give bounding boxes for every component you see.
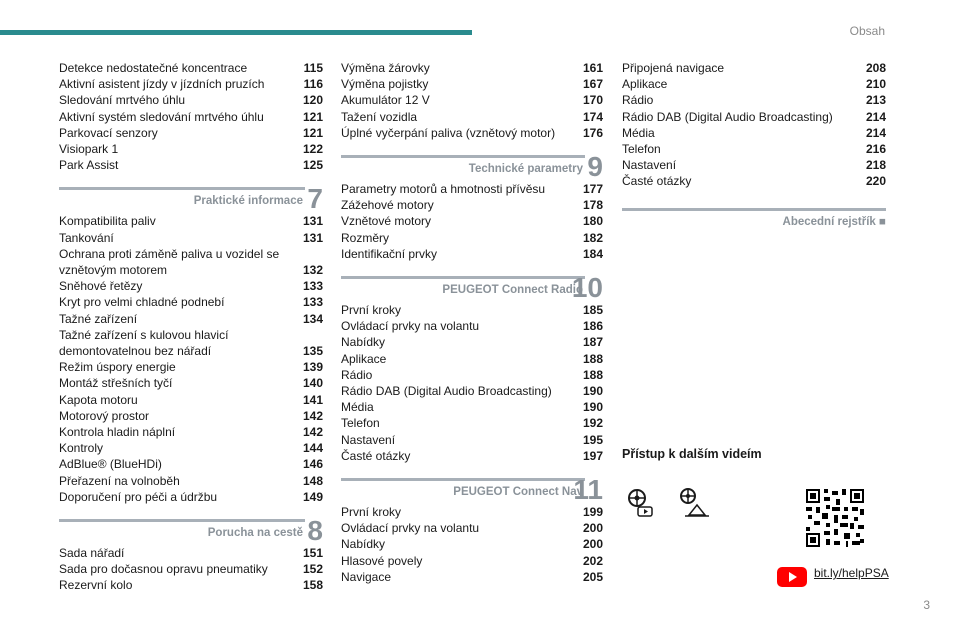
toc-entry-page: 180 — [582, 214, 603, 229]
toc-list — [59, 545, 323, 594]
index-title: Abecední rejstřík — [782, 215, 876, 228]
toc-entry-title: Přeřazení na volnoběh — [59, 473, 180, 488]
toc-entry-title: Rezervní kolo — [59, 578, 133, 593]
toc-entry[interactable] — [622, 141, 886, 157]
header-label: Obsah — [849, 24, 885, 38]
toc-list — [59, 213, 323, 505]
toc-entry-title: Sada nářadí — [59, 546, 125, 561]
toc-entry-title: Rádio — [622, 93, 654, 108]
help-link[interactable]: bit.ly/helpPSA — [814, 566, 889, 580]
toc-entry-page: 174 — [582, 109, 603, 124]
toc-entry-page: 120 — [302, 93, 323, 108]
toc-entry-title: První kroky — [341, 505, 402, 520]
toc-entry-title: Aplikace — [341, 351, 387, 366]
toc-entry-page: 146 — [302, 457, 323, 472]
toc-entry[interactable] — [59, 392, 323, 408]
toc-entry[interactable] — [59, 76, 323, 92]
toc-entry-page: 184 — [582, 246, 603, 261]
section-header-11 — [341, 474, 603, 504]
section-title: Technické parametry — [468, 163, 583, 176]
toc-entry-page: 167 — [582, 77, 603, 92]
toc-entry-page: 161 — [582, 61, 603, 75]
toc-entry-title: Visiopark 1 — [59, 142, 119, 157]
toc-entry[interactable] — [341, 109, 603, 125]
toc-column-3 — [622, 60, 886, 234]
toc-entry-page: 142 — [302, 408, 323, 423]
section-divider — [341, 155, 585, 158]
toc-entry-title: Vznětové motory — [341, 214, 432, 229]
toc-entry-page: 141 — [302, 392, 323, 407]
section-title — [783, 216, 886, 228]
toc-entry-page: 176 — [582, 125, 603, 140]
toc-entry-title: Tažné zařízení — [59, 311, 138, 326]
section-title: Praktické informace — [193, 195, 303, 208]
qr-code-icon — [806, 489, 864, 547]
toc-entry[interactable] — [341, 230, 603, 246]
toc-entry-page: 149 — [302, 489, 323, 504]
toc-entry[interactable] — [341, 569, 603, 585]
toc-entry-page: 125 — [302, 158, 323, 173]
toc-entry-title: První kroky — [341, 303, 402, 318]
toc-entry-page: 148 — [302, 473, 323, 488]
toc-entry-page: 121 — [302, 125, 323, 140]
toc-entry[interactable] — [59, 424, 323, 440]
videos-heading: Přístup k dalším videím — [622, 447, 762, 461]
toc-entry[interactable] — [341, 415, 603, 431]
toc-entry-title: Doporučení pro péči a údržbu — [59, 489, 218, 504]
toc-entry[interactable] — [59, 230, 323, 246]
toc-column-2 — [341, 60, 603, 585]
toc-entry-title: Nastavení — [622, 158, 677, 173]
youtube-icon — [777, 567, 807, 587]
toc-entry[interactable] — [341, 92, 603, 108]
toc-entry[interactable] — [341, 334, 603, 350]
toc-entry-title: Telefon — [622, 142, 661, 157]
toc-entry-page: 218 — [865, 158, 886, 173]
steering-wheel-video-icon — [626, 487, 660, 521]
toc-entry-page: 170 — [582, 93, 603, 108]
toc-entry[interactable] — [59, 157, 323, 173]
toc-entry-title: Tažné zařízení s kulovou hlavicí demontovatelnou bez nářadí — [59, 327, 229, 359]
section-title: Porucha na cestě — [207, 527, 303, 540]
toc-entry[interactable] — [341, 448, 603, 464]
toc-entry[interactable] — [59, 246, 323, 278]
toc-entry-title: Navigace — [341, 569, 392, 584]
toc-entry-title: Aplikace — [622, 77, 668, 92]
toc-entry-page: 220 — [865, 174, 886, 189]
toc-entry-title: Rádio — [341, 367, 373, 382]
toc-entry-page: 178 — [582, 198, 603, 213]
toc-entry-page: 135 — [302, 344, 323, 359]
toc-entry[interactable] — [59, 440, 323, 456]
toc-entry[interactable] — [59, 213, 323, 229]
toc-list — [59, 60, 323, 173]
toc-entry[interactable] — [622, 125, 886, 141]
toc-entry[interactable] — [59, 60, 323, 76]
section-header-8 — [59, 515, 323, 545]
toc-entry-title: Úplné vyčerpání paliva (vznětový motor) — [341, 125, 556, 140]
toc-entry[interactable] — [341, 383, 603, 399]
toc-entry-page: 182 — [582, 230, 603, 245]
toc-list — [622, 60, 886, 190]
toc-entry-page: 144 — [302, 441, 323, 456]
toc-entry-page: 158 — [302, 578, 323, 593]
toc-entry[interactable] — [341, 302, 603, 318]
toc-entry-page: 134 — [302, 311, 323, 326]
toc-entry-page: 133 — [302, 279, 323, 294]
toc-entry[interactable] — [59, 92, 323, 108]
toc-entry-title: AdBlue® (BlueHDi) — [59, 457, 162, 472]
toc-entry-page: 140 — [302, 376, 323, 391]
toc-entry[interactable] — [622, 76, 886, 92]
toc-entry-title: Časté otázky — [622, 174, 692, 189]
toc-entry-page: 151 — [302, 546, 323, 561]
toc-entry-title: Časté otázky — [341, 448, 411, 463]
toc-entry[interactable] — [622, 109, 886, 125]
toc-entry-title: Sada pro dočasnou opravu pneumatiky — [59, 562, 268, 577]
section-header-7 — [59, 183, 323, 213]
steering-wheel-navigation-icon — [679, 487, 713, 521]
toc-entry[interactable] — [59, 489, 323, 505]
section-number: 9 — [587, 151, 603, 183]
toc-entry-page: 185 — [582, 303, 603, 318]
toc-entry-page: 214 — [865, 125, 886, 140]
toc-entry-title: Akumulátor 12 V — [341, 93, 430, 108]
toc-entry[interactable] — [341, 520, 603, 536]
toc-entry-page: 121 — [302, 109, 323, 124]
section-number: 7 — [307, 183, 323, 215]
section-header-9 — [341, 151, 603, 181]
toc-entry-title: Telefon — [341, 416, 380, 431]
toc-entry-title: Motorový prostor — [59, 408, 150, 423]
toc-list — [341, 302, 603, 464]
toc-entry-title: Detekce nedostatečné koncentrace — [59, 61, 248, 75]
toc-entry-page: 131 — [302, 214, 323, 229]
toc-entry-title: Parkovací senzory — [59, 125, 158, 140]
section-number: 8 — [307, 515, 323, 547]
section-divider — [622, 208, 886, 211]
section-title: PEUGEOT Connect Nav — [453, 486, 583, 499]
toc-entry[interactable] — [341, 76, 603, 92]
toc-entry-title: Kapota motoru — [59, 392, 138, 407]
toc-entry-title: Kontrola hladin náplní — [59, 425, 176, 440]
toc-entry-title: Hlasové povely — [341, 553, 423, 568]
toc-entry-page: 210 — [865, 77, 886, 92]
toc-entry-page: 122 — [302, 142, 323, 157]
toc-entry-title: Kryt pro velmi chladné podnebí — [59, 295, 225, 310]
section-divider — [59, 519, 305, 522]
toc-entry-title: Ovládací prvky na volantu — [341, 521, 480, 536]
toc-entry[interactable] — [59, 278, 323, 294]
toc-entry-title: Připojená navigace — [622, 61, 725, 75]
toc-list — [341, 60, 603, 141]
toc-entry-page: 216 — [865, 142, 886, 157]
toc-entry-title: Média — [622, 125, 655, 140]
toc-entry-title: Výměna pojistky — [341, 77, 429, 92]
toc-entry-page: 213 — [865, 93, 886, 108]
toc-entry-title: Parametry motorů a hmotnosti přívěsu — [341, 182, 546, 197]
toc-entry[interactable] — [341, 351, 603, 367]
toc-entry[interactable] — [59, 294, 323, 310]
toc-entry-page: 133 — [302, 295, 323, 310]
section-header-index — [622, 204, 886, 234]
toc-entry-page: 195 — [582, 432, 603, 447]
toc-entry[interactable] — [341, 197, 603, 213]
toc-entry[interactable] — [341, 181, 603, 197]
toc-entry-page: 190 — [582, 400, 603, 415]
toc-entry-title: Montáž střešních tyčí — [59, 376, 173, 391]
section-header-10 — [341, 272, 603, 302]
toc-entry[interactable] — [622, 157, 886, 173]
toc-entry[interactable] — [341, 246, 603, 262]
section-title: PEUGEOT Connect Radio — [442, 284, 583, 297]
toc-entry[interactable] — [59, 141, 323, 157]
toc-entry-page: 208 — [865, 61, 886, 75]
toc-entry-page: 152 — [302, 562, 323, 577]
toc-entry-title: Kompatibilita paliv — [59, 214, 156, 229]
toc-entry-page: 202 — [582, 553, 603, 568]
toc-entry-page: 214 — [865, 109, 886, 124]
toc-entry[interactable] — [59, 577, 323, 593]
toc-entry[interactable] — [622, 92, 886, 108]
section-number: 10 — [571, 272, 603, 304]
toc-entry-page: 199 — [582, 505, 603, 520]
section-divider — [341, 276, 585, 279]
toc-entry-page: 188 — [582, 351, 603, 366]
toc-entry-title: Režim úspory energie — [59, 360, 176, 375]
toc-entry-page: 187 — [582, 335, 603, 350]
toc-entry-title: Rádio DAB (Digital Audio Broadcasting) — [622, 109, 833, 124]
toc-entry[interactable] — [341, 367, 603, 383]
toc-entry[interactable] — [622, 173, 886, 189]
toc-entry[interactable] — [59, 327, 323, 359]
toc-entry-page: 142 — [302, 425, 323, 440]
toc-entry[interactable] — [341, 536, 603, 552]
toc-entry-page: 200 — [582, 521, 603, 536]
toc-entry-page: 186 — [582, 319, 603, 334]
toc-entry-page: 192 — [582, 416, 603, 431]
toc-entry-title: Identifikační prvky — [341, 246, 438, 261]
toc-entry-title: Kontroly — [59, 441, 104, 456]
toc-entry-page: 188 — [582, 367, 603, 382]
toc-entry[interactable] — [59, 473, 323, 489]
toc-entry[interactable] — [59, 375, 323, 391]
toc-entry-title: Aktivní asistent jízdy v jízdních pruzích — [59, 77, 265, 92]
page-number: 3 — [923, 598, 930, 612]
toc-entry[interactable] — [341, 504, 603, 520]
toc-entry[interactable] — [622, 60, 886, 76]
toc-entry-page: 131 — [302, 230, 323, 245]
section-divider — [341, 478, 585, 481]
toc-entry[interactable] — [341, 432, 603, 448]
toc-entry[interactable] — [341, 60, 603, 76]
toc-entry-title: Aktivní systém sledování mrtvého úhlu — [59, 109, 264, 124]
toc-entry[interactable] — [341, 318, 603, 334]
toc-entry-title: Sněhové řetězy — [59, 279, 143, 294]
section-divider — [59, 187, 305, 190]
toc-entry-title: Zážehové motory — [341, 198, 434, 213]
toc-entry[interactable] — [59, 125, 323, 141]
toc-column-1 — [59, 60, 323, 594]
toc-entry-title: Ochrana proti záměně paliva u vozidel se vznětovým motorem — [59, 246, 280, 278]
toc-entry-page: 197 — [582, 448, 603, 463]
toc-entry[interactable] — [59, 408, 323, 424]
toc-list — [341, 504, 603, 585]
toc-entry-title: Nabídky — [341, 335, 386, 350]
toc-entry-title: Sledování mrtvého úhlu — [59, 93, 186, 108]
toc-entry[interactable] — [59, 545, 323, 561]
toc-entry-title: Tažení vozidla — [341, 109, 418, 124]
toc-entry-page: 200 — [582, 537, 603, 552]
section-number: 11 — [573, 474, 603, 506]
toc-entry-title: Nastavení — [341, 432, 396, 447]
toc-entry-page: 190 — [582, 384, 603, 399]
toc-entry-page: 132 — [302, 263, 323, 278]
toc-entry-title: Rozměry — [341, 230, 390, 245]
toc-entry[interactable] — [59, 456, 323, 472]
toc-entry[interactable] — [341, 399, 603, 415]
toc-entry-title: Rádio DAB (Digital Audio Broadcasting) — [341, 384, 552, 399]
toc-entry-title: Média — [341, 400, 374, 415]
index-marker: ■ — [879, 215, 886, 228]
toc-entry-page: 116 — [303, 77, 323, 92]
toc-entry-title: Výměna žárovky — [341, 61, 430, 75]
toc-entry-page: 205 — [582, 569, 603, 584]
toc-entry-page: 139 — [302, 360, 323, 375]
toc-entry[interactable] — [59, 109, 323, 125]
toc-entry[interactable] — [341, 213, 603, 229]
toc-entry-title: Ovládací prvky na volantu — [341, 319, 480, 334]
toc-entry-page: 115 — [303, 61, 323, 75]
toc-list — [341, 181, 603, 262]
toc-entry-title: Tankování — [59, 230, 114, 245]
toc-entry[interactable] — [59, 311, 323, 327]
toc-entry[interactable] — [59, 359, 323, 375]
top-accent-bar — [0, 30, 472, 35]
toc-entry-page: 177 — [582, 182, 603, 197]
toc-entry[interactable] — [341, 125, 603, 141]
toc-entry-title: Nabídky — [341, 537, 386, 552]
toc-entry[interactable] — [341, 553, 603, 569]
toc-entry-title: Park Assist — [59, 158, 119, 173]
toc-entry[interactable] — [59, 561, 323, 577]
